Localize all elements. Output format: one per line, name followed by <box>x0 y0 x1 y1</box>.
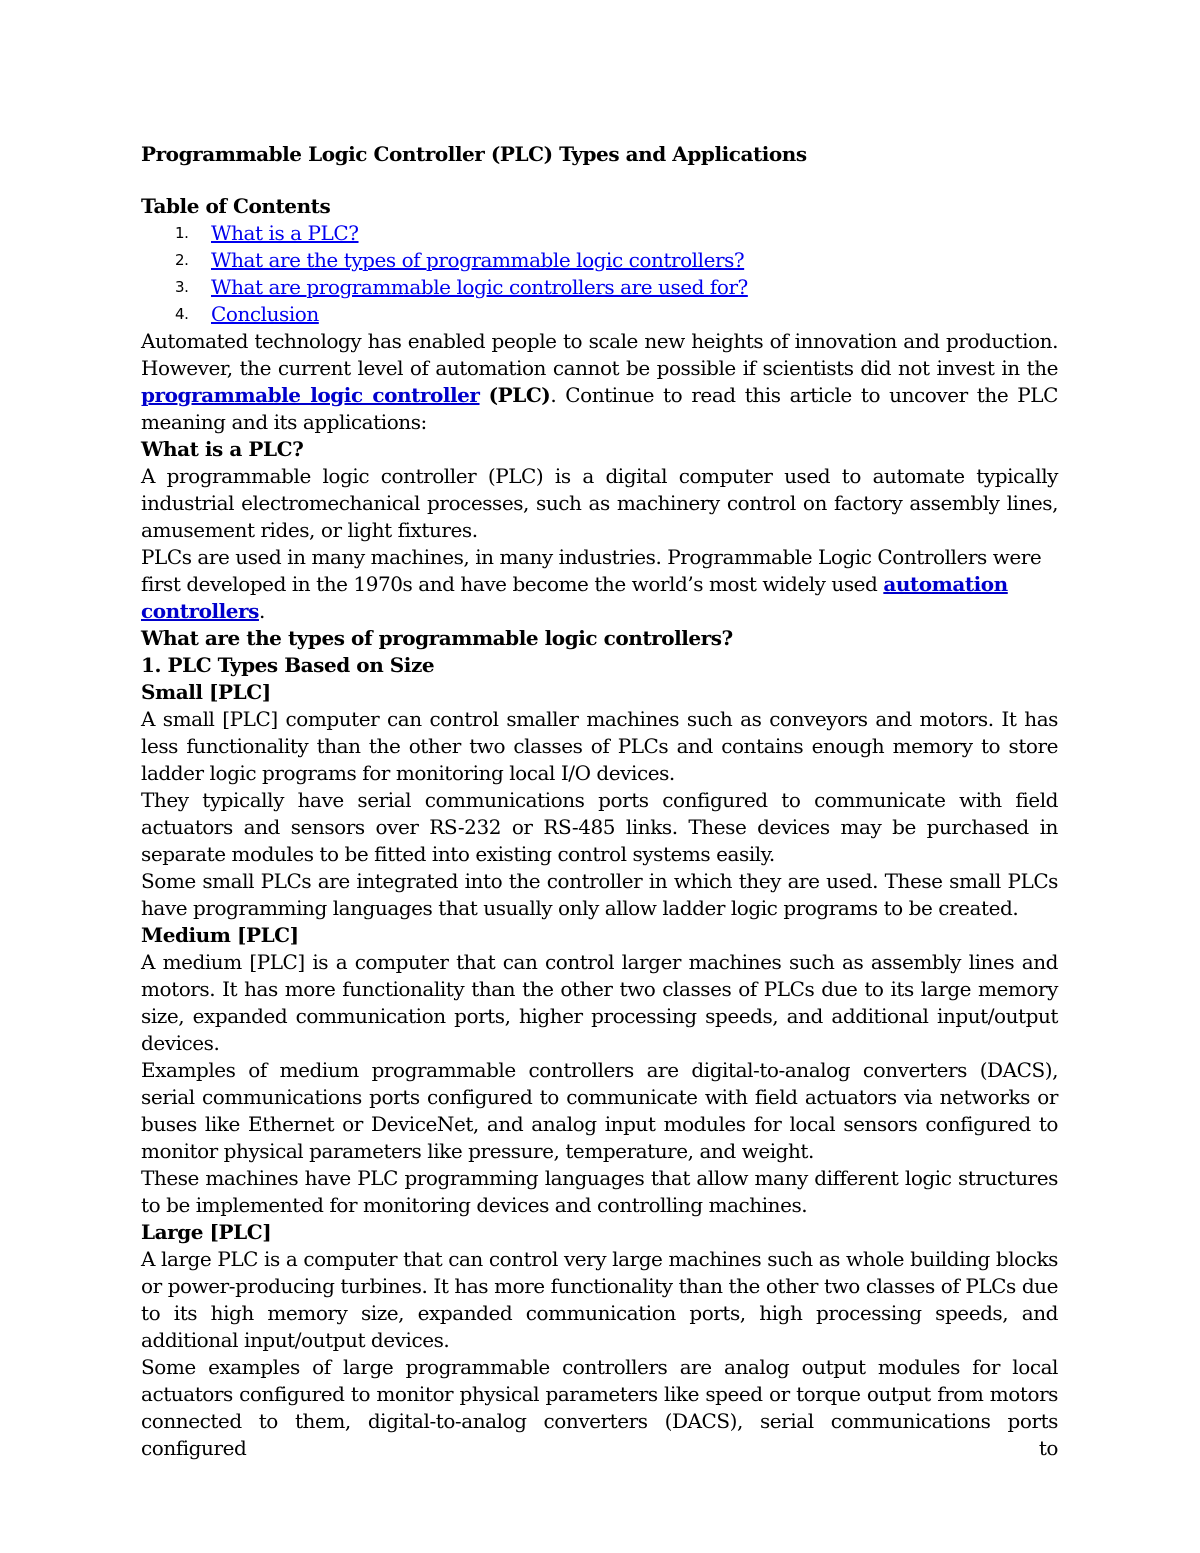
toc-number: 2. <box>175 251 189 269</box>
toc-link-what-is-plc[interactable]: What is a PLC? <box>211 221 359 245</box>
toc-number: 3. <box>175 278 189 296</box>
intro-paragraph <box>141 328 1058 436</box>
paragraph: These machines have PLC programming languages that allow many different logic structures to be implemented for monitoring devices and controlling machines. <box>141 1166 1058 1217</box>
paragraph-text-end: . <box>258 599 265 623</box>
document-title: Programmable Logic Controller (PLC) Types and Applications <box>141 142 807 166</box>
toc-number: 1. <box>175 224 189 242</box>
toc-item <box>141 220 1058 247</box>
link-automation-controllers[interactable]: automation controllers <box>141 572 1008 623</box>
paragraph: Examples of medium programmable controllers are digital-to-analog converters (DACS), serial communications ports configured to communicate with field actuators via networks or buses like Ethernet or DeviceNet, and analog input modules for local sensors configured to monitor physical parameters like pressure, temperature, and weight. <box>141 1058 1058 1163</box>
heading-what-is-plc: What is a PLC? <box>141 437 304 461</box>
intro-text-end: . Continue to read this article to uncover the PLC meaning and its applications: <box>141 383 1058 434</box>
toc-link-uses[interactable]: What are programmable logic controllers are used for? <box>211 275 748 299</box>
toc-number: 4. <box>175 305 189 323</box>
paragraph: They typically have serial communications ports configured to communicate with field actuators and sensors over RS-232 or RS-485 links. These devices may be purchased in separate modules to be fitted into existing control systems easily. <box>141 788 1058 866</box>
document-page <box>141 141 1058 1462</box>
paragraph: Some examples of large programmable controllers are analog output modules for local actuators configured to monitor physical parameters like speed or torque output from motors connected to them, digital-to-analog converters (DACS), serial communications ports configured to <box>141 1355 1058 1460</box>
toc-item <box>141 274 1058 301</box>
paragraph: Some small PLCs are integrated into the controller in which they are used. These small PLCs have programming languages that usually only allow ladder logic programs to be created. <box>141 869 1058 920</box>
paragraph: A medium [PLC] is a computer that can control larger machines such as assembly lines and motors. It has more functionality than the other two classes of PLCs due to its large memory size, expanded communication ports, higher processing speeds, and additional input/output devices. <box>141 950 1058 1055</box>
paragraph <box>141 544 1058 625</box>
toc-heading: Table of Contents <box>141 194 331 218</box>
paragraph: A large PLC is a computer that can control very large machines such as whole building blocks or power-producing turbines. It has more functionality than the other two classes of PLCs due to its high memory size, expanded communication ports, high processing speeds, and additional input/output devices. <box>141 1247 1058 1352</box>
heading-large-plc: Large [PLC] <box>141 1220 272 1244</box>
toc-link-types[interactable]: What are the types of programmable logic controllers? <box>211 248 745 272</box>
table-of-contents <box>141 220 1058 328</box>
heading-small-plc: Small [PLC] <box>141 680 271 704</box>
intro-bold-plc: (PLC) <box>488 383 551 407</box>
subheading-size: 1. PLC Types Based on Size <box>141 653 435 677</box>
link-programmable-logic-controller[interactable]: programmable logic controller <box>141 383 480 407</box>
intro-text: Automated technology has enabled people to scale new heights of innovation and production. However, the current level of automation cannot be possible if scientists did not invest in the <box>141 329 1058 380</box>
toc-item <box>141 247 1058 274</box>
heading-types: What are the types of programmable logic controllers? <box>141 626 733 650</box>
toc-link-conclusion[interactable]: Conclusion <box>211 302 319 326</box>
paragraph: A programmable logic controller (PLC) is a digital computer used to automate typically industrial electromechanical processes, such as machinery control on factory assembly lines, amusement rides, or light fixtures. <box>141 464 1058 542</box>
paragraph-text: PLCs are used in many machines, in many industries. Programmable Logic Controllers were first developed in the 1970s and have become the world’s most widely used <box>141 545 1042 596</box>
paragraph: A small [PLC] computer can control smaller machines such as conveyors and motors. It has less functionality than the other two classes of PLCs and contains enough memory to store ladder logic programs for monitoring local I/O devices. <box>141 707 1058 785</box>
heading-medium-plc: Medium [PLC] <box>141 923 299 947</box>
toc-item <box>141 301 1058 328</box>
